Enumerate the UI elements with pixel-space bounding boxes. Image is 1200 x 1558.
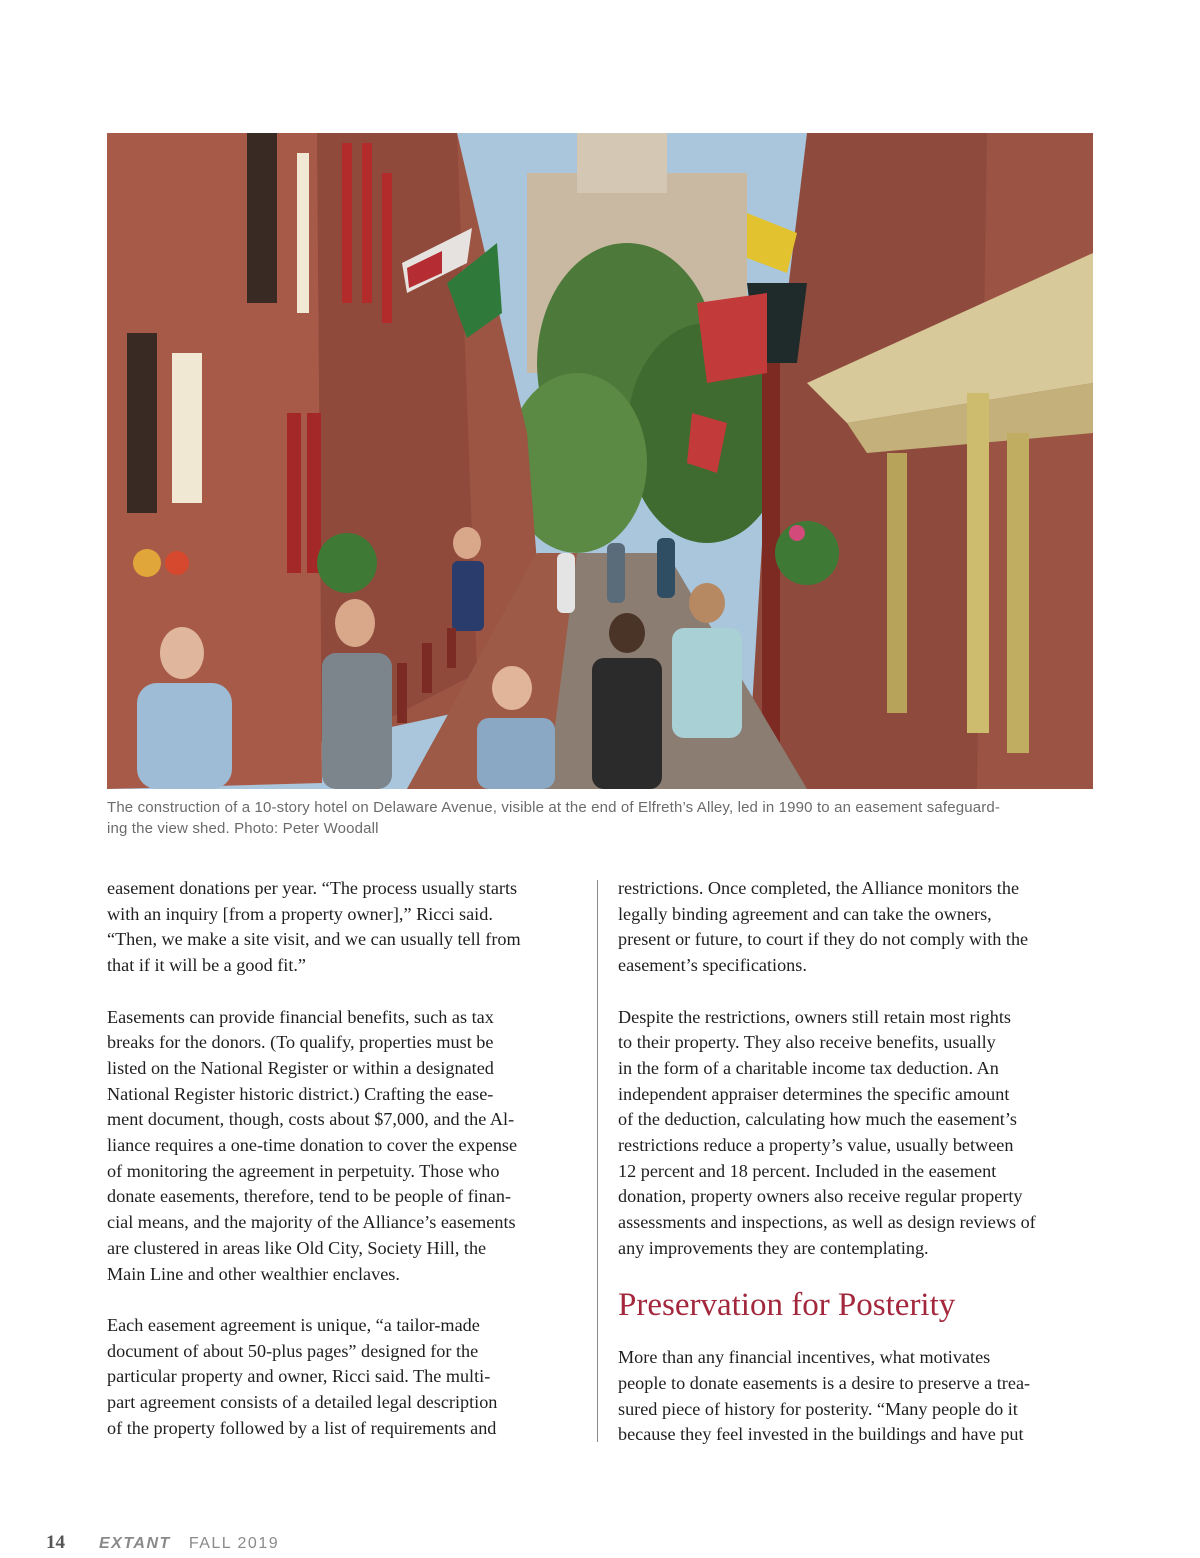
photo-caption [107, 797, 1097, 839]
page-footer [46, 1532, 279, 1556]
article-paragraph: Each easement agreement is unique, “a tailor-made document of about 50-plus pages” designed for the particular property and owner, Ricci said. The multi- part agreement consists of a detailed legal description of the property followed by a list of requirements and [107, 1314, 498, 1438]
magazine-name: EXTANT [99, 1535, 171, 1552]
article-column-right [618, 876, 1094, 1448]
column-divider [597, 880, 598, 1442]
article-paragraph: Easements can provide financial benefits, such as tax breaks for the donors. (To qualify, properties must be listed on the National Register or within a designated National Register historic district.) Crafting the ease- ment document, though, costs about $7,000, and the Al- liance requires a one-time donation to cover the expense of monitoring the agreement in perpetuity. Those who donate easements, therefore, tend to be people of finan- cial means, and the majority of the Alliance’s easements are clustered in areas like Old City, Society Hill, the Main Line and other wealthier enclaves. [107, 1006, 518, 1284]
elfreths-alley-image [107, 133, 1093, 789]
caption-text: The construction of a 10-story hotel on Delaware Avenue, visible at the end of Elfreth’s Alley, led in 1990 to an easement safeguard- ing the view shed. Photo: Peter Woodall [107, 799, 1000, 837]
issue-date: FALL 2019 [188, 1535, 280, 1552]
article-paragraph: restrictions. Once completed, the Alliance monitors the legally binding agreement and can take the owners, present or future, to court if they do not comply with the easement’s specifications. [618, 878, 1029, 976]
article-column-left [107, 876, 583, 1441]
section-subhead: Preservation for Posterity [618, 1287, 956, 1324]
article-paragraph: easement donations per year. “The process usually starts with an inquiry [from a property owner],” Ricci said. “Then, we make a site visit, and we can usually tell from that if it will be a good fit.” [107, 878, 521, 976]
street-photo [107, 133, 1093, 789]
article-paragraph: More than any financial incentives, what motivates people to donate easements is a desire to preserve a trea- sured piece of history for posterity. “Many people do it because they feel invested in the buildings and have put [618, 1347, 1031, 1445]
article-paragraph: Despite the restrictions, owners still retain most rights to their property. They also receive benefits, usually in the form of a charitable income tax deduction. An independent appraiser determines the specific amount of the deduction, calculating how much the easement’s restrictions reduce a property’s value, usually between 12 percent and 18 percent. Included in the easement donation, property owners also receive regular property assessments and inspections, as well as design reviews of any improvements they are contemplating. [618, 1006, 1036, 1258]
page-number: 14 [46, 1532, 65, 1553]
